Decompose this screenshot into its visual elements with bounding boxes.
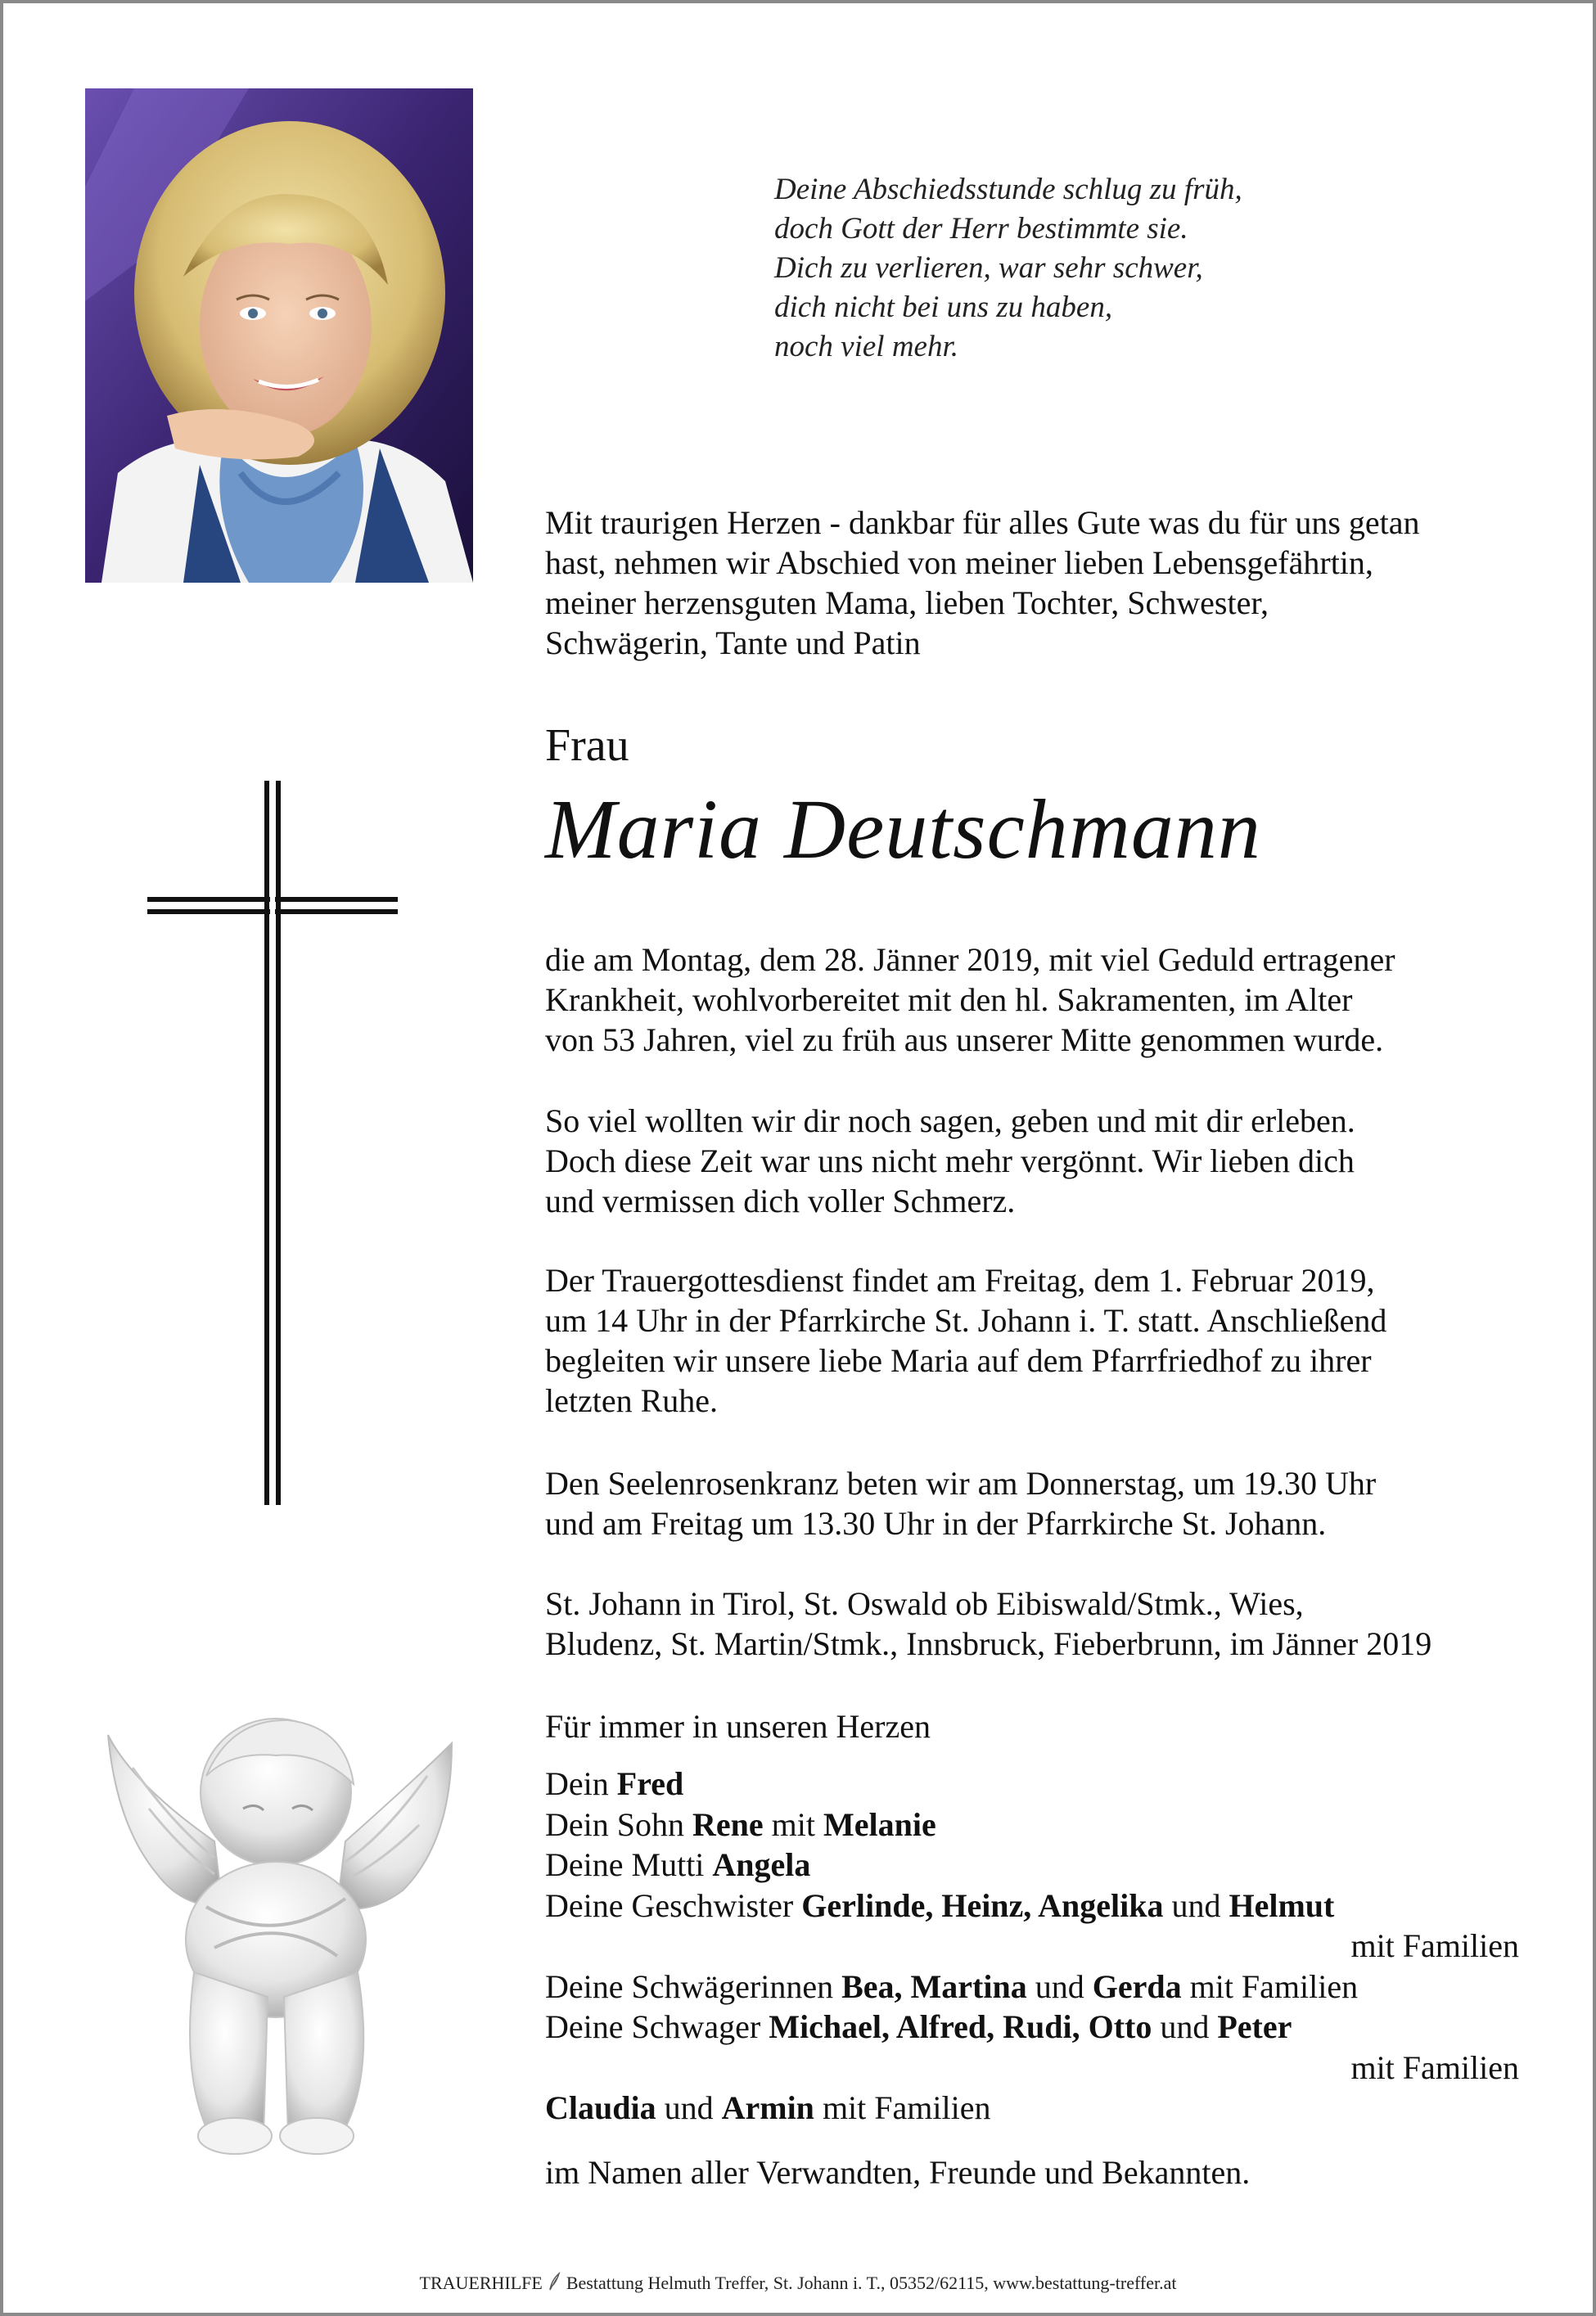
rosary-line: Den Seelenrosenkranz beten wir am Donnerstag, um 19.30 Uhr <box>545 1465 1377 1502</box>
closing-text: im Namen aller Verwandten, Freunde und Bekannten. <box>545 2154 1251 2191</box>
family-row-fred <box>545 1764 1519 1805</box>
family-row-sisters-in-law <box>545 1967 1519 2007</box>
service-line: um 14 Uhr in der Pfarrkirche St. Johann i. T. statt. Anschließend <box>545 1302 1387 1339</box>
intro-line: hast, nehmen wir Abschied von meiner lieben Lebensgefährtin, <box>545 544 1373 581</box>
poem-line: doch Gott der Herr bestimmte sie. <box>774 212 1188 246</box>
family-row-brothers-in-law <box>545 2007 1519 2048</box>
family-text: mit Familien <box>814 2089 991 2126</box>
rosary-line: und am Freitag um 13.30 Uhr in der Pfarrkirche St. Johann. <box>545 1505 1327 1542</box>
footer-website: www.bestattung-treffer.at <box>993 2273 1177 2293</box>
death-notice-line: Krankheit, wohlvorbereitet mit den hl. Sakramenten, im Alter <box>545 981 1353 1018</box>
family-row-son <box>545 1805 1519 1845</box>
family-text: und <box>656 2089 722 2126</box>
family-name-bold: Peter <box>1217 2008 1292 2045</box>
poem-line: dich nicht bei uns zu haben, <box>774 291 1113 324</box>
wishes-line: So viel wollten wir dir noch sagen, geben und mit dir erleben. <box>545 1102 1355 1139</box>
death-notice-line: die am Montag, dem 28. Jänner 2019, mit viel Geduld ertragener <box>545 941 1395 978</box>
wishes-line: Doch diese Zeit war uns nicht mehr vergönnt. Wir lieben dich <box>545 1142 1355 1179</box>
service-text <box>545 1260 1576 1421</box>
footer-phone: 05352/62115, <box>889 2273 989 2293</box>
family-text: Deine Geschwister <box>545 1886 802 1924</box>
family-name-bold: Claudia <box>545 2089 656 2126</box>
family-row-brothers-in-law-families: mit Familien <box>1350 2048 1519 2086</box>
salutation: Frau <box>545 720 629 771</box>
family-text: Deine Schwager <box>545 2008 769 2045</box>
family-row-siblings <box>545 1886 1519 1926</box>
family-name-bold: Michael, Alfred, Rudi, Otto <box>769 2008 1152 2045</box>
family-list <box>545 1764 1519 2129</box>
family-name-bold: Bea, Martina <box>841 1967 1027 2005</box>
angel-figurine-icon <box>100 1702 460 2173</box>
family-text: Deine Mutti <box>545 1846 713 1883</box>
service-line: Der Trauergottesdienst findet am Freitag, dem 1. Februar 2019, <box>545 1262 1375 1299</box>
family-row-mother <box>545 1845 1519 1886</box>
intro-line: meiner herzensguten Mama, lieben Tochter, Schwester, <box>545 584 1269 621</box>
family-text: und <box>1163 1886 1229 1924</box>
poem-line: Dich zu verlieren, war sehr schwer, <box>774 251 1203 285</box>
family-text: mit Familien <box>1181 1967 1359 2005</box>
family-text: Deine Schwägerinnen <box>545 1967 842 2005</box>
cross-icon <box>147 781 409 1513</box>
family-name-bold: Gerda <box>1092 1967 1182 2005</box>
deceased-name: Maria Deutschmann <box>545 782 1261 876</box>
poem-line: noch viel mehr. <box>774 330 959 363</box>
wishes-text <box>545 1101 1576 1221</box>
feather-icon <box>547 2272 561 2298</box>
forever-text: Für immer in unseren Herzen <box>545 1708 931 1745</box>
death-notice-line: von 53 Jahren, viel zu früh aus unserer Mitte genommen wurde. <box>545 1021 1384 1058</box>
family-row-claudia <box>545 2088 1519 2129</box>
family-text: Dein Sohn <box>545 1805 692 1843</box>
family-name-bold: Rene <box>692 1805 764 1843</box>
family-name-bold: Armin <box>721 2089 814 2126</box>
family-text: und <box>1026 1967 1093 2005</box>
family-row-siblings-families: mit Familien <box>1350 1927 1519 1964</box>
places-line: Bludenz, St. Martin/Stmk., Innsbruck, Fieberbrunn, im Jänner 2019 <box>545 1625 1432 1662</box>
portrait-photo <box>85 88 473 583</box>
places-text <box>545 1584 1576 1664</box>
footer <box>0 2271 1596 2298</box>
family-name-bold: Angela <box>712 1846 811 1883</box>
death-notice <box>545 939 1576 1060</box>
footer-brand: TRAUERHILFE <box>419 2273 543 2293</box>
family-name-bold: Fred <box>616 1765 684 1802</box>
intro-text <box>545 502 1560 663</box>
family-text: mit <box>763 1805 823 1843</box>
service-line: begleiten wir unsere liebe Maria auf dem Pfarrfriedhof zu ihrer <box>545 1342 1372 1379</box>
service-line: letzten Ruhe. <box>545 1382 719 1419</box>
poem <box>774 170 1242 367</box>
family-name-bold: Helmut <box>1229 1886 1335 1924</box>
footer-company: Bestattung Helmuth Treffer, St. Johann i. T., <box>566 2273 886 2293</box>
intro-line: Mit traurigen Herzen - dankbar für alles Gute was du für uns getan <box>545 504 1420 541</box>
wishes-line: und vermissen dich voller Schmerz. <box>545 1183 1016 1219</box>
places-line: St. Johann in Tirol, St. Oswald ob Eibiswald/Stmk., Wies, <box>545 1585 1304 1622</box>
rosary-text <box>545 1463 1576 1543</box>
family-name-bold: Melanie <box>823 1805 936 1843</box>
poem-line: Deine Abschiedsstunde schlug zu früh, <box>774 173 1242 206</box>
family-text: und <box>1152 2008 1218 2045</box>
intro-line: Schwägerin, Tante und Patin <box>545 624 921 661</box>
family-name-bold: Gerlinde, Heinz, Angelika <box>801 1886 1164 1924</box>
family-text: Dein <box>545 1765 617 1802</box>
